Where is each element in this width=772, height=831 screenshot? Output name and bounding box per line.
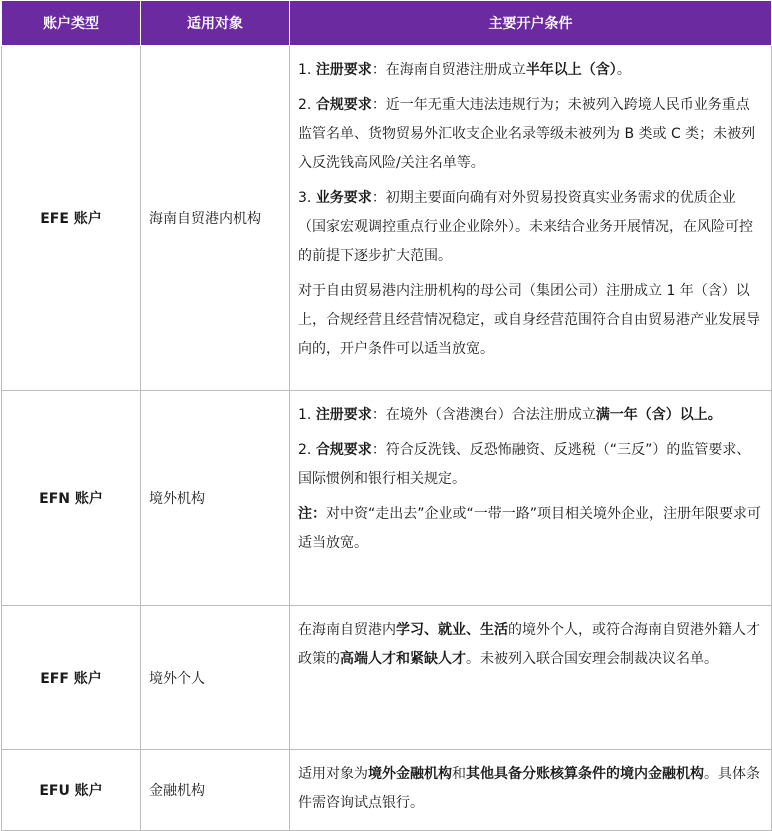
- conditions-cell: [290, 750, 772, 831]
- condition-text: 。未被列入联合国安理会制裁决议名单。: [466, 651, 718, 667]
- condition-emphasis: 半年以上（含）: [525, 62, 617, 78]
- condition-emphasis: 注：: [298, 506, 326, 522]
- condition-text: 和: [452, 766, 466, 782]
- condition-paragraph: [298, 56, 763, 85]
- table-row: [2, 606, 772, 750]
- condition-paragraph: [298, 401, 763, 430]
- condition-text: 1.: [298, 407, 316, 423]
- condition-paragraph: [298, 91, 763, 178]
- condition-emphasis: 注册要求: [315, 407, 372, 423]
- conditions-cell: [290, 46, 772, 391]
- condition-paragraph: [298, 500, 763, 558]
- account-conditions-table: [1, 0, 772, 831]
- condition-text: 适用对象为: [298, 766, 368, 782]
- target-cell: 金融机构: [141, 750, 290, 831]
- condition-emphasis: 境外金融机构: [368, 766, 452, 782]
- condition-emphasis: 其他具备分账核算条件的境内金融机构: [466, 766, 704, 782]
- condition-paragraph: [298, 616, 763, 674]
- header-target: 适用对象: [141, 1, 290, 46]
- condition-emphasis: 合规要求: [315, 442, 372, 458]
- header-row: [2, 1, 772, 46]
- condition-text: ：近一年无重大违法违规行为；未被列入跨境人民币业务重点监管名单、货物贸易外汇收支企业名录等级未被列为 B 类或 C 类；未被列入反洗钱高风险/关注名单等。: [298, 97, 756, 171]
- condition-text: ：符合反洗钱、反恐怖融资、反逃税（“三反”）的监管要求、国际惯例和银行相关规定。: [298, 442, 751, 487]
- header-account-type: 账户类型: [2, 1, 141, 46]
- account-type-cell: EFU 账户: [2, 750, 141, 831]
- condition-emphasis: 注册要求: [315, 62, 372, 78]
- target-cell: 境外个人: [141, 606, 290, 750]
- condition-text: 。具体条件需咨询试点银行。: [298, 766, 760, 811]
- condition-emphasis: 业务要求: [315, 190, 372, 206]
- condition-text: 的境外个人，或符合海南自贸港外籍人才政策的: [298, 622, 760, 667]
- condition-text: 对中资“走出去”企业或“一带一路”项目相关境外企业，注册年限要求可适当放宽。: [298, 506, 762, 551]
- condition-text: 在海南自贸港内: [298, 622, 396, 638]
- condition-text: 1.: [298, 62, 316, 78]
- target-cell: 境外机构: [141, 391, 290, 606]
- condition-text: ：在境外（含港澳台）合法注册成立: [371, 407, 596, 423]
- condition-paragraph: [298, 184, 763, 271]
- conditions-cell: [290, 391, 772, 606]
- header-conditions: 主要开户条件: [290, 1, 772, 46]
- condition-paragraph: [298, 277, 763, 364]
- account-type-cell: EFF 账户: [2, 606, 141, 750]
- table-row: [2, 750, 772, 831]
- account-type-cell: EFN 账户: [2, 391, 141, 606]
- condition-paragraph: [298, 760, 763, 818]
- condition-paragraph: [298, 436, 763, 494]
- condition-text: ：在海南自贸港注册成立: [371, 62, 526, 78]
- condition-emphasis: 满一年（含）以上。: [595, 407, 722, 423]
- condition-text: 2.: [298, 442, 316, 458]
- target-cell: 海南自贸港内机构: [141, 46, 290, 391]
- condition-text: 3.: [298, 190, 316, 206]
- condition-text: ：初期主要面向确有对外贸易投资真实业务需求的优质企业（国家宏观调控重点行业企业除外）。未来结合业务开展情况，在风险可控的前提下逐步扩大范围。: [298, 190, 753, 264]
- table-row: [2, 391, 772, 606]
- condition-text: 对于自由贸易港内注册机构的母公司（集团公司）注册成立 1 年（含）以上，合规经营且经营情况稳定，或自身经营范围符合自由贸易港产业发展导向的，开户条件可以适当放宽。: [298, 283, 760, 357]
- account-type-cell: EFE 账户: [2, 46, 141, 391]
- condition-text: 2.: [298, 97, 316, 113]
- condition-text: 。: [616, 62, 631, 78]
- condition-emphasis: 高端人才和紧缺人才: [340, 651, 466, 667]
- table-row: [2, 46, 772, 391]
- condition-emphasis: 学习、就业、生活: [396, 622, 508, 638]
- conditions-cell: [290, 606, 772, 750]
- condition-emphasis: 合规要求: [315, 97, 372, 113]
